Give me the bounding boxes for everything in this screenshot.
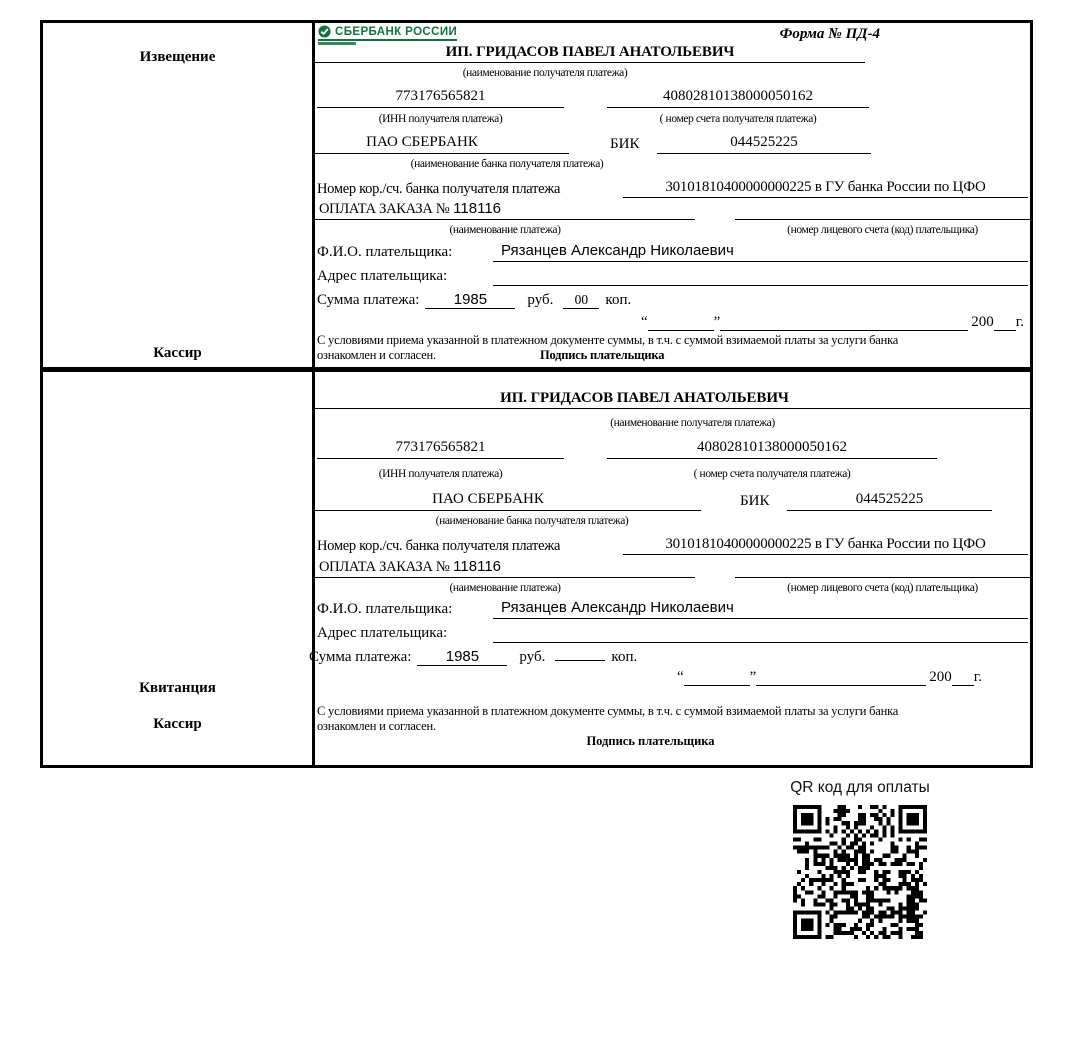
rub-label: руб. (519, 649, 546, 665)
payment-name-label: ОПЛАТА ЗАКАЗА № (319, 201, 450, 217)
personal-account-caption: (номер лицевого счета (код) плательщика) (787, 224, 978, 236)
date-day-blank (648, 314, 714, 331)
bik-label: БИК (740, 493, 770, 509)
sberbank-logo-text: СБЕРБАНК РОССИИ (335, 25, 458, 38)
bank-caption: (наименование банка получателя платежа) (410, 158, 604, 170)
payer-signature-label: Подпись плательщика (586, 734, 715, 748)
inn-value: 773176565821 (317, 88, 564, 108)
date-day-blank (684, 669, 750, 686)
bank-caption: (наименование банка получателя платежа) (435, 515, 629, 527)
qr-block (785, 779, 935, 939)
payer-name-label: Ф.И.О. плательщика: (317, 601, 453, 617)
payee-caption: (наименование получателя платежа) (610, 417, 775, 429)
personal-account-line (735, 558, 1030, 578)
inn-caption: (ИНН получателя платежа) (378, 468, 503, 480)
qr-caption: QR код для оплаты (790, 779, 930, 796)
year-prefix: 200 (971, 314, 994, 330)
sum-label: Сумма платежа: (309, 649, 412, 665)
open-quote: “ (676, 669, 684, 685)
payment-name-label: ОПЛАТА ЗАКАЗА № (319, 559, 450, 575)
form-number-label: Форма № ПД-4 (779, 26, 880, 42)
agreement-line1: С условиями приема указанной в платежном документе суммы, в т.ч. с суммой взимаемой платы за услуги банка (317, 704, 899, 718)
agreement-line2-row (317, 348, 1000, 363)
corr-account-label: Номер кор./сч. банка получателя платежа (317, 538, 561, 554)
cashier-label: Кассир (153, 716, 202, 732)
account-value: 40802810138000050162 (607, 88, 869, 108)
close-quote: ” (713, 314, 721, 330)
payment-name-line (315, 558, 695, 578)
agreement-line2: ознакомлен и согласен. (317, 348, 436, 362)
sum-rubles-value: 1985 (417, 648, 507, 666)
kop-label: коп. (611, 649, 638, 665)
sberbank-logo-icon (318, 25, 331, 38)
bik-value: 044525225 (787, 491, 992, 511)
receipt-side-column (43, 372, 315, 765)
payee-name: ИП. ГРИДАСОВ ПАВЕЛ АНАТОЛЬЕВИЧ (315, 44, 865, 63)
account-caption: ( номер счета получателя платежа) (693, 468, 851, 480)
close-quote: ” (749, 669, 757, 685)
cashier-label: Кассир (153, 345, 202, 361)
open-quote: “ (640, 314, 648, 330)
sberbank-logo (318, 25, 457, 45)
receipt-section (40, 372, 1033, 768)
sum-line (309, 648, 637, 666)
agreement-text (317, 704, 1000, 734)
account-value: 40802810138000050162 (607, 439, 937, 459)
receipt-label: Квитанция (139, 680, 216, 696)
payer-signature-label: Подпись плательщика (539, 348, 665, 362)
payee-name: ИП. ГРИДАСОВ ПАВЕЛ АНАТОЛЬЕВИЧ (315, 390, 1030, 409)
personal-account-caption: (номер лицевого счета (код) плательщика) (787, 582, 978, 594)
payment-name-caption: (наименование платежа) (449, 582, 561, 594)
notice-label: Извещение (139, 49, 216, 65)
bank-name-value: ПАО СБЕРБАНК (315, 134, 569, 154)
payer-name-label: Ф.И.О. плательщика: (317, 244, 453, 260)
notice-section (40, 20, 1033, 372)
payment-name-caption: (наименование платежа) (449, 224, 561, 236)
rub-label: руб. (527, 292, 554, 308)
order-number-value: 118116 (453, 200, 501, 217)
year-suffix: г. (1015, 314, 1024, 330)
receipt-form (309, 372, 1030, 765)
payer-address-label: Адрес плательщика: (317, 268, 448, 284)
inn-value: 773176565821 (317, 439, 564, 459)
year-suffix: г. (973, 669, 982, 685)
date-month-blank (756, 669, 926, 686)
bank-name-value: ПАО СБЕРБАНК (315, 491, 701, 511)
corr-account-value: 30101810400000000225 в ГУ банка России по ЦФО (623, 536, 1028, 555)
notice-form (315, 23, 1030, 367)
payer-address-value (493, 625, 1028, 643)
inn-caption: (ИНН получателя платежа) (378, 113, 503, 125)
sum-line (317, 291, 631, 309)
sum-kopecks-value (555, 660, 605, 661)
payer-address-value (493, 268, 1028, 286)
agreement-line2: ознакомлен и согласен. (317, 719, 436, 733)
corr-account-label: Номер кор./сч. банка получателя платежа (317, 181, 561, 197)
corr-account-value: 30101810400000000225 в ГУ банка России по ЦФО (623, 179, 1028, 198)
payer-name-value: Рязанцев Александр Николаевич (493, 599, 1028, 619)
sum-label: Сумма платежа: (317, 292, 420, 308)
sum-rubles-value: 1985 (425, 291, 515, 309)
bik-label: БИК (610, 136, 640, 152)
date-month-blank (720, 314, 968, 331)
payer-name-value: Рязанцев Александр Николаевич (493, 242, 1028, 262)
year-prefix: 200 (929, 669, 952, 685)
payment-name-line (315, 200, 695, 220)
agreement-text (317, 333, 1000, 363)
payer-address-label: Адрес плательщика: (317, 625, 448, 641)
qr-code-image (793, 805, 927, 939)
notice-side-column (43, 23, 315, 367)
bik-value: 044525225 (657, 134, 871, 154)
date-year-blank (994, 314, 1016, 331)
order-number-value: 118116 (453, 558, 501, 575)
payee-caption: (наименование получателя платежа) (462, 67, 628, 79)
agreement-line1: С условиями приема указанной в платежном документе суммы, в т.ч. с суммой взимаемой платы за услуги банка (317, 333, 899, 347)
date-line (315, 668, 1030, 686)
sum-kopecks-value: 00 (563, 292, 599, 309)
kop-label: коп. (605, 292, 632, 308)
date-year-blank (952, 669, 974, 686)
personal-account-line (735, 200, 1030, 220)
date-line (315, 313, 1030, 331)
account-caption: ( номер счета получателя платежа) (659, 113, 817, 125)
